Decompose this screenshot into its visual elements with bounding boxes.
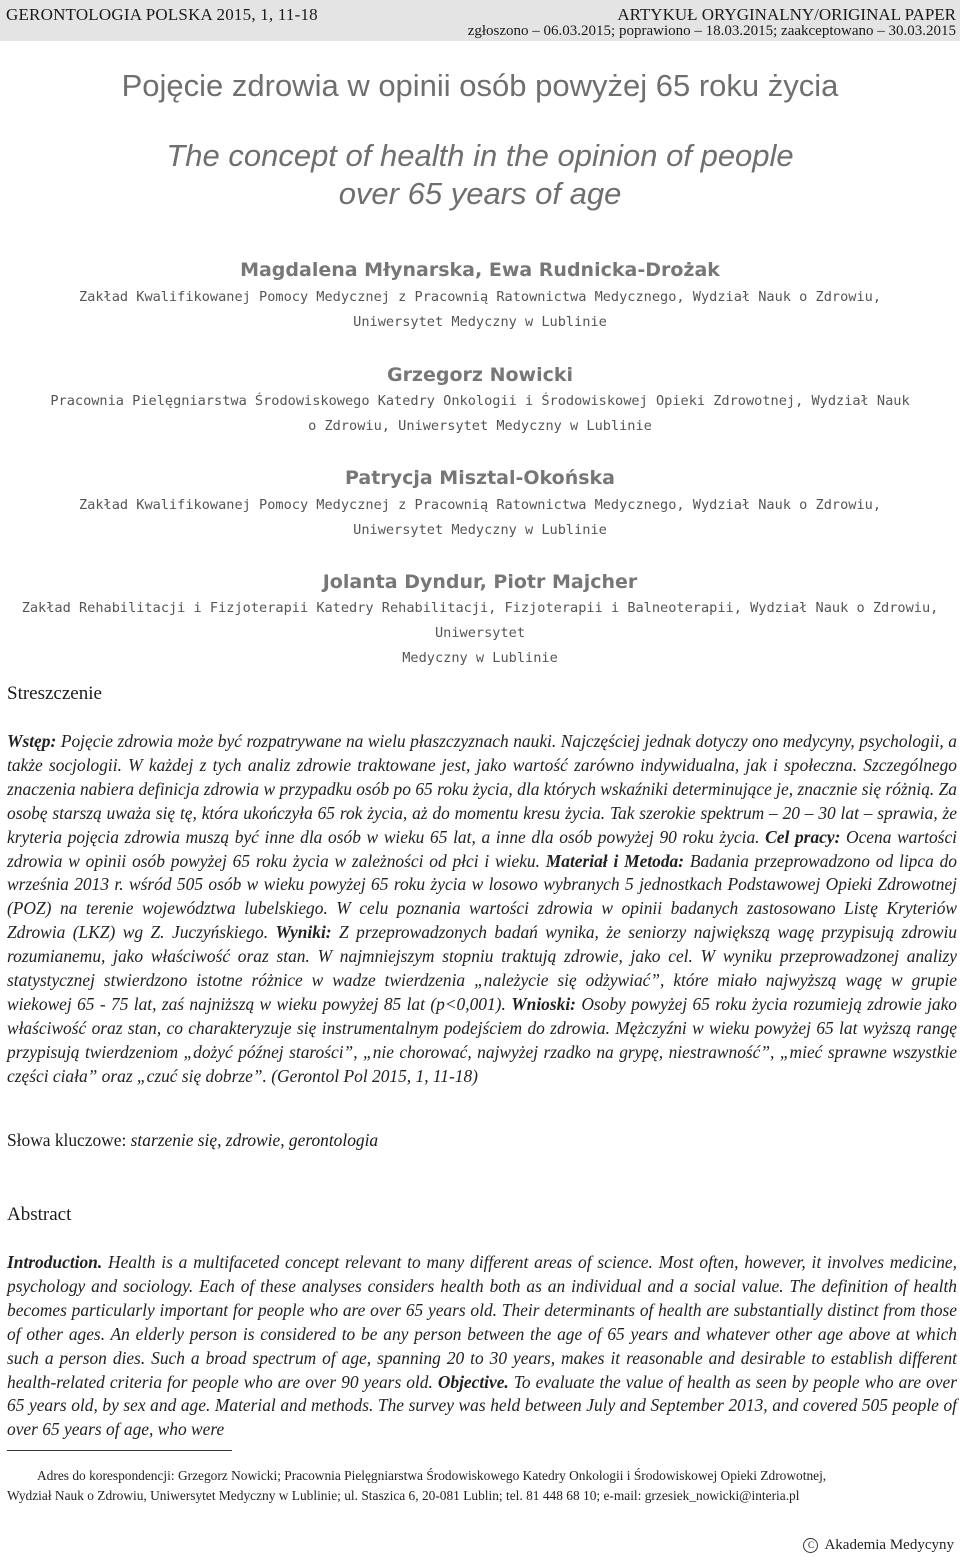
copyright-icon: C (803, 1538, 818, 1553)
footnote-line1: Adres do korespondencji: Grzegorz Nowicki; Pracownia Pielęgniarstwa Środowiskowego Katedry Onkologii i Środowiskowej Opieki Zdrowotnej, (37, 1468, 827, 1483)
affiliation-line: Medyczny w Lublinie (402, 650, 558, 666)
title-english-line1: The concept of health in the opinion of people (166, 138, 794, 173)
label-wyniki: Wyniki: (275, 922, 332, 943)
affiliation-line: o Zdrowiu, Uniwersytet Medyczny w Lublinie (308, 418, 652, 434)
label-wnioski: Wnioski: (511, 993, 576, 1014)
author-affiliation (0, 493, 960, 543)
affiliation-line: Uniwersytet Medyczny w Lublinie (353, 314, 607, 330)
copyright-notice (803, 1537, 954, 1554)
affiliation-line: Pracownia Pielęgniarstwa Środowiskowego Katedry Onkologii i Środowiskowej Opieki Zdrowotnej, Wydział Nauk (50, 393, 910, 409)
footnote-divider (7, 1450, 232, 1451)
title-english-line2: over 65 years of age (338, 176, 622, 211)
section-heading-streszczenie: Streszczenie (7, 683, 102, 704)
text-introduction: Health is a multifaceted concept relevant to many different areas of science. Most often, however, it involves medicine, psychology and sociology. Each of these analyses considers health both as an individual and a social value. The definition of health becomes particularly important for people who are over 65 years old. Their determinants of health are substantially distinct from those of other ages. An elderly person is considered to be any person between the age of 65 years and whatever other age above at which such a person dies. Such a broad spectrum of age, spanning 20 to 30 years, makes it reasonable and desirable to establish different health-related criteria for people who are over 90 years old. (7, 1252, 957, 1392)
copyright-text: Akademia Medycyny (824, 1537, 954, 1553)
text-wyniki: Z przeprowadzonych badań wynika, że seniorzy największą wagę przypisują zdrowiu rozumianemu, jako właściwość oraz stan. W najmniejszym stopniu traktują zdrowie, jako cel. W wyniku przeprowadzonej analizy statystycznej stwierdzono istotne różnice w wadze twierdzenia „należycie się odżywiać”, które miało najwyższą wagę w grupie wiekowej 65 - 75 lat, zaś najniższą w wieku powyżej 85 lat (p<0,001). (7, 922, 957, 1014)
keywords-text: starzenie się, zdrowie, gerontologia (126, 1130, 379, 1150)
label-material: Materiał i Metoda: (545, 850, 685, 871)
label-cel: Cel pracy: (765, 826, 841, 847)
author-affiliation (0, 596, 960, 671)
author-names: Patrycja Misztal-Okońska (345, 467, 615, 489)
affiliation-line: Zakład Rehabilitacji i Fizjoterapii Katedry Rehabilitacji, Fizjoterapii i Balneoterapii, Wydział Nauk o Zdrowiu, Uniwersytet (21, 600, 939, 641)
title-polish: Pojęcie zdrowia w opinii osób powyżej 65 roku życia (121, 68, 839, 103)
author-names: Grzegorz Nowicki (386, 364, 574, 386)
journal-name: GERONTOLOGIA POLSKA 2015, 1, 11-18 (6, 5, 318, 24)
text-objective: To evaluate the value of health as seen by people who are over 65 years old, by sex and age. Material and methods. The survey was held between July and September 2013, and covered 505 people of over 65 years of age, who were (7, 1371, 958, 1440)
affiliation-line: Zakład Kwalifikowanej Pomocy Medycznej z Pracownią Ratownictwa Medycznego, Wydział Nauk o Zdrowiu, (78, 497, 882, 513)
submission-dates: zgłoszono – 06.03.2015; poprawiono – 18.03.2015; zaakceptowano – 30.03.2015 (467, 23, 956, 39)
keywords-label: Słowa kluczowe: (7, 1130, 127, 1150)
title-english (0, 137, 960, 213)
text-cel: Ocena wartości zdrowia w opinii osób powyżej 65 roku życia w zależności od płci i wieku. (7, 826, 957, 871)
footnote-line2: Wydział Nauk o Zdrowiu, Uniwersytet Medyczny w Lublinie; ul. Staszica 6, 20-081 Lublin; tel. 81 448 68 10; e-mail: grzesiek_nowicki@interia.pl (7, 1487, 800, 1503)
section-heading-abstract: Abstract (7, 1204, 72, 1225)
label-wstep: Wstęp: (7, 731, 57, 751)
author-names: Magdalena Młynarska, Ewa Rudnicka-Drożak (240, 259, 720, 281)
journal-header (0, 0, 960, 41)
text-material: Badania przeprowadzono od lipca do września 2013 r. wśród 505 osób w wieku powyżej 65 roku życia w losowo wybranych 5 jednostkach Podstawowej Opieki Zdrowotnej (POZ) na terenie województwa lubelskiego. W celu poznania wartości zdrowia w opinii badanych zastosowano Listę Kryteriów Zdrowia (LKZ) wg Z. Juczyńskiego. (7, 850, 957, 943)
streszczenie-text (7, 730, 957, 1089)
article-type: ARTYKUŁ ORYGINALNY/ORIGINAL PAPER (617, 5, 956, 24)
affiliation-line: Zakład Kwalifikowanej Pomocy Medycznej z Pracownią Ratownictwa Medycznego, Wydział Nauk o Zdrowiu, (78, 289, 882, 305)
label-introduction: Introduction. (7, 1252, 103, 1272)
label-objective: Objective. (437, 1371, 509, 1392)
text-wnioski: Osoby powyżej 65 roku życia rozumieją zdrowie jako właściwość oraz stan, co charakteryzuje się instrumentalnym podejściem do zdrowia. Mężczyźni w wieku powyżej 65 lat wyższą rangę przypisują twierdzeniom „dożyć późnej starości”, „nie chorować, najwyżej rzadko na grypę, niestrawność”, „mieć sprawne wszystkie części ciała” oraz „czuć się dobrze”. (Gerontol Pol 2015, 1, 11-18) (7, 993, 958, 1086)
correspondence-footnote (7, 1466, 957, 1505)
text-wstep: Pojęcie zdrowia może być rozpatrywane na wielu płaszczyznach nauki. Najczęściej jednak dotyczy ono medycyny, psychologii, a także socjologii. W każdej z tych analiz zdrowie traktowane jest, jako wartość zarówno indywidualna, jak i społeczna. Szczególnego znaczenia nabiera definicja zdrowia w przypadku osób po 65 roku życia, dla których wskaźniki determinujące je, znacznie się różnią. Za osobę starszą uważa się tę, która ukończyła 65 rok życia, aż do momentu kresu życia. Tak szerokie spektrum – 20 – 30 lat – sprawia, że kryteria pojęcia zdrowia muszą być inne dla osób w wieku 65 lat, a inne dla osób powyżej 90 roku życia. (7, 731, 957, 847)
author-affiliation (0, 389, 960, 439)
author-affiliation (0, 285, 960, 335)
affiliation-line: Uniwersytet Medyczny w Lublinie (353, 522, 607, 538)
keywords (7, 1130, 378, 1151)
author-names: Jolanta Dyndur, Piotr Majcher (322, 571, 638, 593)
abstract-text (7, 1251, 957, 1442)
